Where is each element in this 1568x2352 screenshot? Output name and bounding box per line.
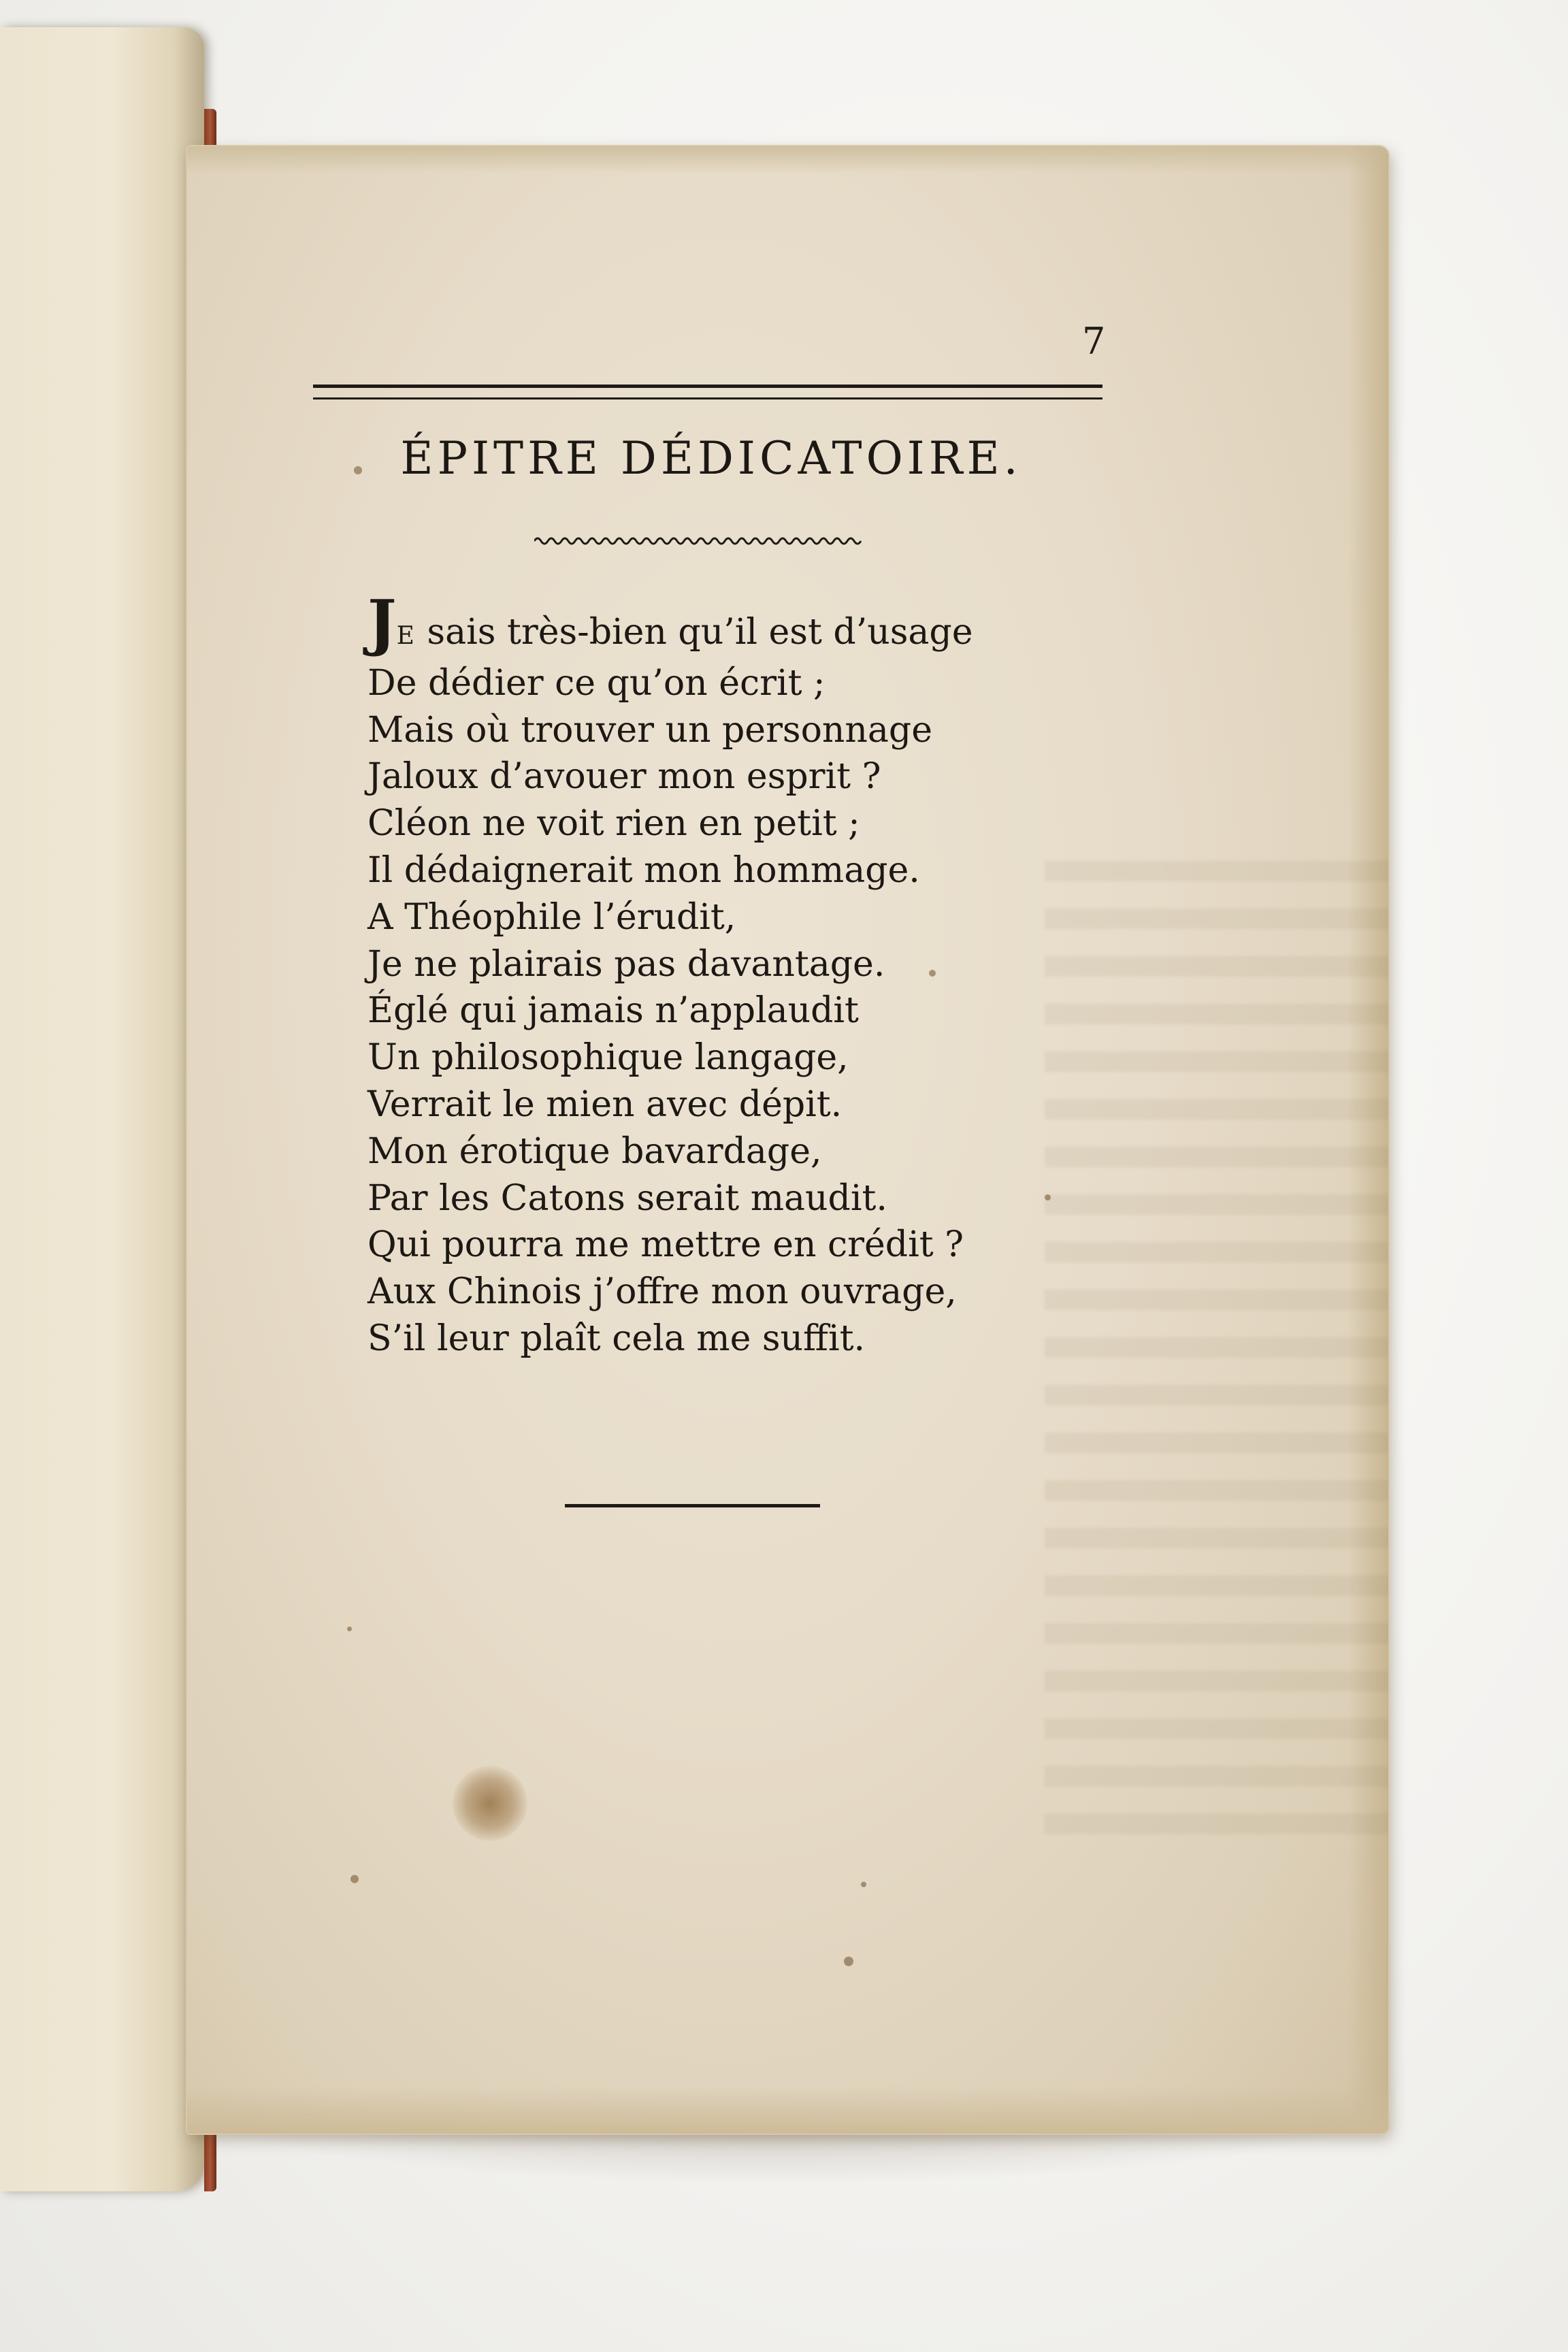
- poem-line: [368, 587, 973, 660]
- poem-line: Églé qui jamais n’applaudit: [368, 990, 859, 1032]
- foxing-speck: [354, 466, 362, 474]
- drop-capital: J: [368, 587, 397, 659]
- wavy-ornament-rule: [534, 534, 864, 548]
- poem-line: Un philosophique langage,: [368, 1037, 849, 1079]
- foxing-speck: [1045, 1194, 1051, 1200]
- page-title: ÉPITRE DÉDICATOIRE.: [400, 432, 1022, 485]
- foxing-speck: [861, 1882, 866, 1887]
- show-through-text: [1045, 861, 1388, 1848]
- poem-line: Verrait le mien avec dépit.: [368, 1083, 843, 1125]
- poem-line-text: sais très-bien qu’il est d’usage: [415, 612, 973, 653]
- poem-line: Je ne plairais pas davantage.: [368, 943, 885, 985]
- poem-line: Mon érotique bavardage,: [368, 1130, 822, 1172]
- page-edge-bottom: [187, 2086, 1388, 2134]
- small-capital: E: [396, 622, 416, 650]
- poem: [368, 587, 973, 1362]
- poem-line: De dédier ce qu’on écrit ;: [368, 662, 826, 704]
- poem-line: A Théophile l’érudit,: [368, 896, 736, 938]
- foxing-stain: [453, 1766, 527, 1841]
- page-number: 7: [1082, 320, 1106, 363]
- poem-line: Qui pourra me mettre en crédit ?: [368, 1224, 964, 1266]
- header-double-rule: [313, 385, 1102, 399]
- poem-line: Il dédaignerait mon hommage.: [368, 849, 920, 891]
- poem-line: S’il leur plaît cela me suffit.: [368, 1318, 866, 1359]
- poem-line: Mais où trouver un personnage: [368, 709, 932, 751]
- foxing-speck: [347, 1627, 352, 1631]
- poem-line: Aux Chinois j’offre mon ouvrage,: [368, 1271, 957, 1313]
- left-page-edge: [0, 27, 204, 2191]
- foxing-speck: [844, 1957, 853, 1966]
- poem-line: Jaloux d’avouer mon esprit ?: [368, 756, 881, 798]
- foxing-speck: [350, 1875, 359, 1883]
- book-page: [187, 146, 1388, 2134]
- closing-rule: [565, 1504, 820, 1507]
- page-edge-top: [187, 146, 1388, 174]
- foxing-speck: [929, 970, 936, 977]
- poem-line: Cléon ne voit rien en petit ;: [368, 803, 860, 845]
- poem-line: Par les Catons serait maudit.: [368, 1177, 887, 1219]
